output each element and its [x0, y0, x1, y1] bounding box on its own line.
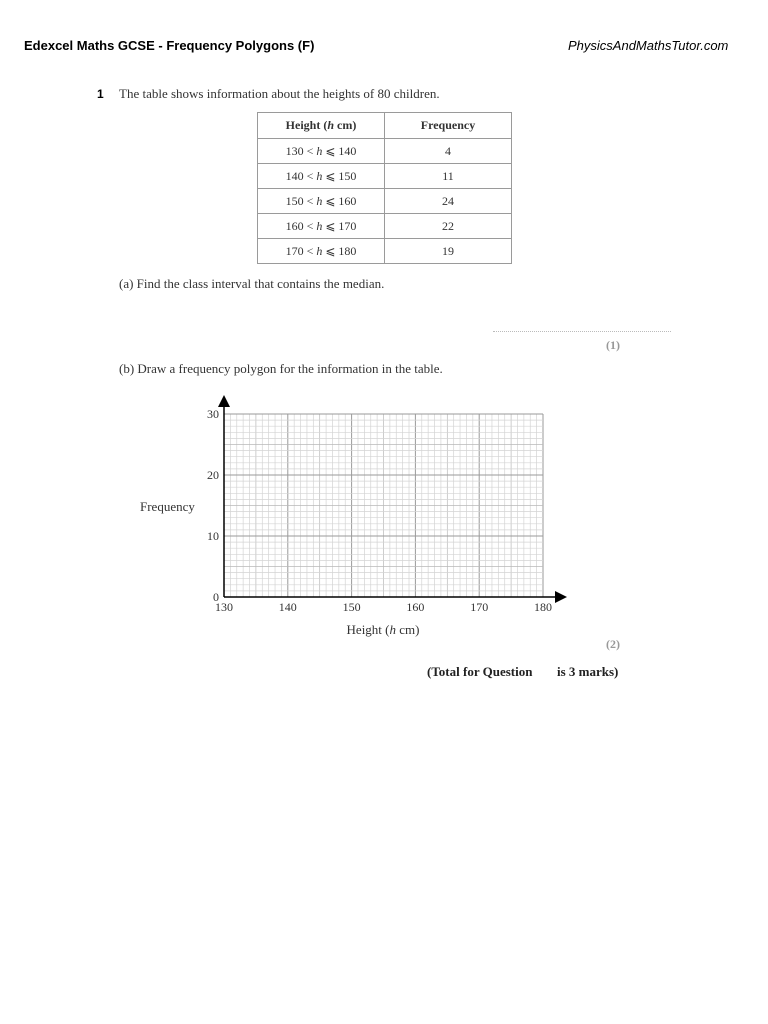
- interval-low: 130: [285, 143, 304, 158]
- interval-low: 140: [285, 168, 304, 183]
- frequency-cell: 4: [385, 139, 512, 164]
- x-axis-label-suffix: cm): [396, 622, 420, 637]
- x-tick-label: 170: [470, 600, 489, 614]
- part-b-marks: (2): [606, 637, 620, 651]
- height-interval-cell: 160 < h ⩽ 170: [258, 214, 385, 239]
- y-tick-labels: [207, 407, 219, 604]
- y-axis-label: Frequency: [140, 499, 195, 514]
- interval-low: 170: [285, 243, 304, 258]
- part-a-marks: (1): [606, 338, 620, 352]
- height-interval-cell: 140 < h ⩽ 150: [258, 164, 385, 189]
- height-interval-cell: 150 < h ⩽ 160: [258, 189, 385, 214]
- height-header-suffix: cm): [334, 118, 357, 132]
- interval-high: 170: [338, 218, 357, 233]
- interval-var: h: [316, 243, 323, 258]
- frequency-cell: 24: [385, 189, 512, 214]
- y-tick-label: 10: [207, 529, 219, 543]
- frequency-cell: 11: [385, 164, 512, 189]
- y-tick-label: 30: [207, 407, 219, 421]
- document-title: Edexcel Maths GCSE - Frequency Polygons (F): [24, 38, 315, 53]
- interval-var: h: [316, 193, 323, 208]
- interval-low: 150: [285, 193, 304, 208]
- interval-var: h: [316, 143, 323, 158]
- x-tick-label: 180: [534, 600, 552, 614]
- x-tick-label: 130: [215, 600, 233, 614]
- interval-high: 140: [338, 143, 357, 158]
- part-a-text: (a) Find the class interval that contains the median.: [119, 276, 385, 291]
- height-interval-cell: 130 < h ⩽ 140: [258, 139, 385, 164]
- part-b-text: (b) Draw a frequency polygon for the information in the table.: [119, 361, 443, 376]
- total-marks-left: (Total for Question: [427, 664, 533, 679]
- x-axis-label: [347, 622, 420, 637]
- interval-var: h: [316, 168, 323, 183]
- x-tick-labels: [215, 600, 552, 614]
- question-number: 1: [97, 87, 104, 101]
- frequency-cell: 22: [385, 214, 512, 239]
- y-tick-label: 0: [213, 590, 219, 604]
- frequency-column-header: Frequency: [385, 113, 512, 139]
- interval-low: 160: [285, 218, 304, 233]
- interval-var: h: [316, 218, 323, 233]
- x-tick-label: 140: [278, 600, 297, 614]
- total-marks-right: is 3 marks): [557, 664, 619, 679]
- x-tick-label: 160: [406, 600, 425, 614]
- x-axis-label-var: h: [389, 622, 396, 637]
- height-interval-cell: 170 < h ⩽ 180: [258, 239, 385, 264]
- site-name: PhysicsAndMathsTutor.com: [568, 38, 729, 53]
- frequency-cell: 19: [385, 239, 512, 264]
- interval-high: 180: [338, 243, 357, 258]
- grid-lines: [224, 414, 543, 597]
- x-axis-label-prefix: Height (: [346, 622, 390, 637]
- x-tick-label: 150: [342, 600, 361, 614]
- interval-high: 150: [338, 168, 357, 183]
- interval-high: 160: [338, 193, 357, 208]
- height-header-prefix: Height (: [285, 118, 328, 132]
- y-tick-label: 20: [207, 468, 219, 482]
- height-header-var: h: [327, 118, 335, 132]
- question-intro: The table shows information about the heights of 80 children.: [119, 86, 440, 101]
